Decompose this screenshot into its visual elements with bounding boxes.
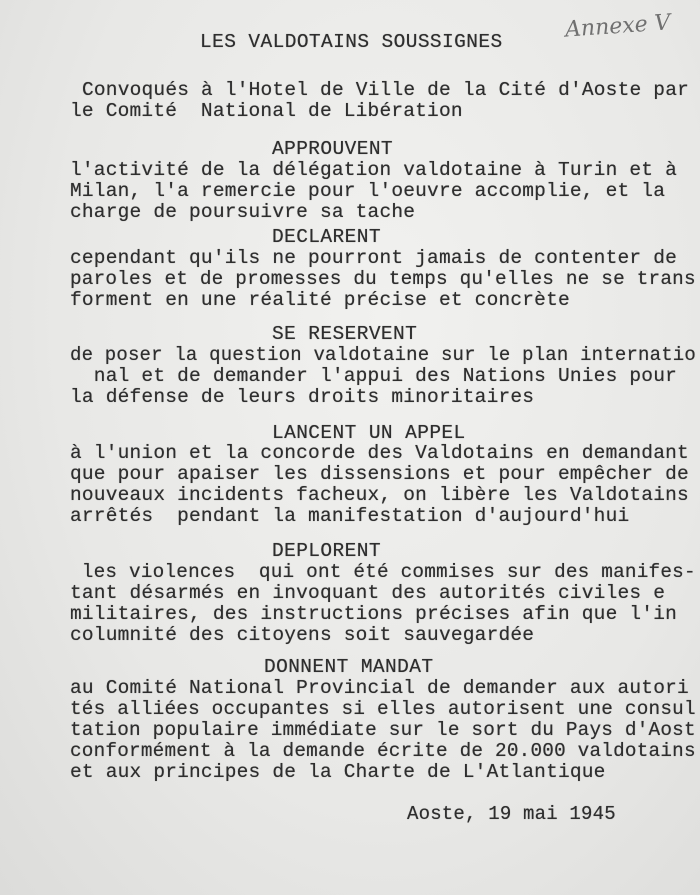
section-line: militaires, des instructions précises afin que l'in (70, 603, 677, 625)
section-line: paroles et de promesses du temps qu'elles ne se trans (70, 268, 696, 290)
section-line: au Comité National Provincial de demander aux autori (70, 677, 689, 699)
section-line: forment en une réalité précise et concrète (70, 289, 570, 311)
handwritten-annotation: Annexe V (564, 10, 672, 43)
section-line: tation populaire immédiate sur le sort du Pays d'Aost (70, 719, 696, 741)
section-line: les violences qui ont été commises sur des manifes- (70, 561, 696, 583)
section-line: Milan, l'a remercie pour l'oeuvre accomplie, et la (70, 180, 666, 202)
date-line: Aoste, 19 mai 1945 (407, 803, 616, 825)
section-line: que pour apaiser les dissensions et pour empêcher de (70, 463, 689, 485)
section-heading: DONNENT MANDAT (264, 656, 434, 678)
section-line: arrêtés pendant la manifestation d'aujourd'hui (70, 505, 630, 527)
section-line: nal et de demander l'appui des Nations Unies pour (70, 365, 677, 387)
section-heading: DEPLORENT (272, 540, 381, 562)
section-line: la défense de leurs droits minoritaires (70, 386, 535, 408)
section-line: et aux principes de la Charte de L'Atlantique (70, 761, 606, 783)
section-line: conformément à la demande écrite de 20.000 valdotains (70, 740, 696, 762)
intro-line: Convoqués à l'Hotel de Ville de la Cité d'Aoste par (82, 79, 689, 101)
section-heading: APPROUVENT (272, 138, 394, 160)
section-line: columnité des citoyens soit sauvegardée (70, 624, 535, 646)
section-line: cependant qu'ils ne pourront jamais de contenter de (70, 247, 677, 269)
section-line: tant désarmés en invoquant des autorités civiles e (70, 582, 666, 604)
section-heading: LANCENT UN APPEL (272, 422, 466, 444)
section-line: de poser la question valdotaine sur le plan internatio (70, 344, 696, 366)
section-line: tés alliées occupantes si elles autorisent une consul (70, 698, 696, 720)
intro-line: le Comité National de Libération (70, 100, 463, 122)
section-line: nouveaux incidents facheux, on libère les Valdotains (70, 484, 689, 506)
section-heading: DECLARENT (272, 226, 381, 248)
section-line: l'activité de la délégation valdotaine à Turin et à (70, 159, 677, 181)
document-title: LES VALDOTAINS SOUSSIGNES (200, 31, 503, 53)
section-line: charge de poursuivre sa tache (70, 201, 416, 223)
section-heading: SE RESERVENT (272, 323, 418, 345)
section-line: à l'union et la concorde des Valdotains en demandant (70, 442, 689, 464)
